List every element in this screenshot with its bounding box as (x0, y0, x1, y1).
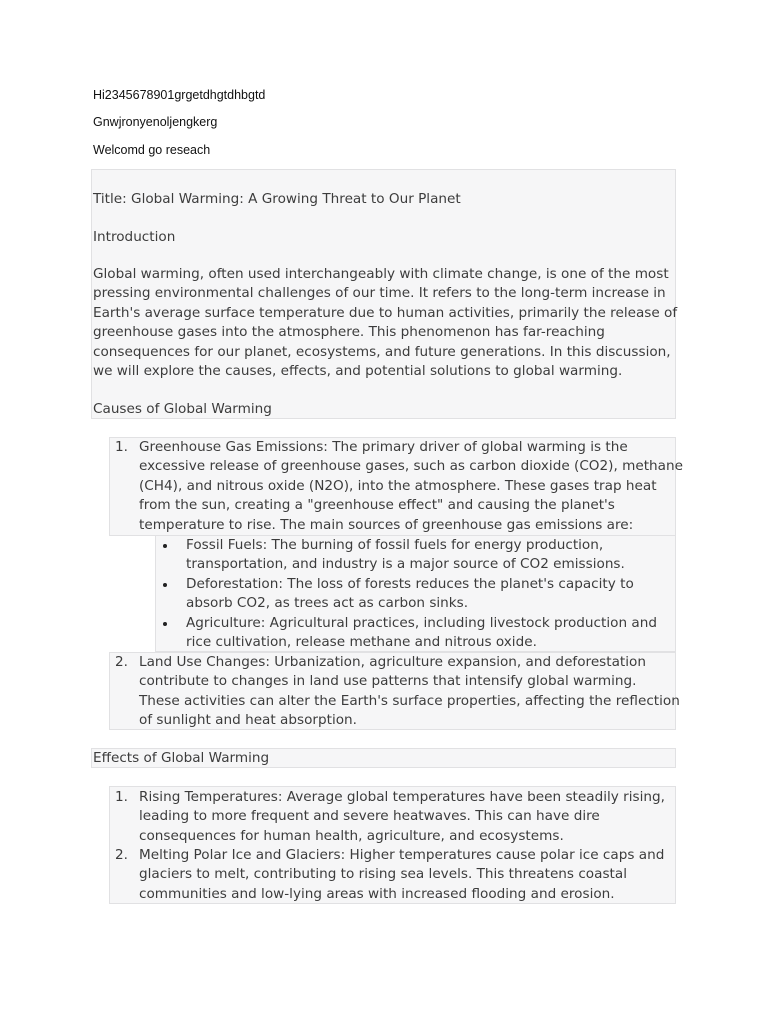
intro-line: Global warming, often used interchangeably with climate change, is one of the most (93, 266, 669, 282)
causes-item-1-text: Greenhouse Gas Emissions: The primary driver of global warming is the excessive release of greenhouse gases, such as carbon dioxide (CO2), methane (CH4), and nitrous oxide (N2O), into the atmosphere. These gases trap heat from the sun, creating a "greenhouse effect" and causing the planet's temperature to rise. The main sources of greenhouse gas emissions are: (139, 439, 683, 533)
intro-line: greenhouse gases into the atmosphere. This phenomenon has far-reaching (93, 324, 605, 341)
list-number: 1. (115, 789, 128, 805)
intro-heading: Introduction (93, 229, 176, 245)
effects-item-1-text: Rising Temperatures: Average global temperatures have been steadily rising, leading to more frequent and severe heatwaves. This can have dire consequences for human health, agriculture, and ecosystems. (139, 789, 665, 844)
header-line-3: Welcomd go reseach (93, 143, 211, 157)
intro-line: Earth's average surface temperature due to human activities, primarily the release of (93, 304, 678, 321)
effects-item-2-text: Melting Polar Ice and Glaciers: Higher temperatures cause polar ice caps and glaciers to melt, contributing to rising sea levels. This threatens coastal communities and low-lying areas with increased flooding and erosion. (139, 847, 665, 902)
article-title: Title: Global Warming: A Growing Threat to Our Planet (93, 191, 461, 207)
sub-item-deforestation: Deforestation: The loss of forests reduces the planet's capacity to absorb CO2, as trees act as carbon sinks. (186, 576, 634, 612)
header-line-2: Gnwjronyenoljengkerg (93, 115, 218, 129)
intro-paragraph (93, 265, 677, 381)
causes-heading: Causes of Global Warming (93, 401, 272, 417)
intro-line: consequences for our planet, ecosystems, and future generations. In this discussion, (93, 343, 671, 360)
causes-item-2-text: Land Use Changes: Urbanization, agriculture expansion, and deforestation contribute to changes in land use patterns that intensify global warming. These activities can alter the Earth's surface properties, affecting the reflection of sunlight and heat absorption. (139, 654, 680, 729)
effects-heading: Effects of Global Warming (93, 750, 270, 766)
sub-item-agriculture: Agriculture: Agricultural practices, including livestock production and rice cultivation, release methane and nitrous oxide. (186, 615, 657, 651)
list-number: 2. (115, 654, 128, 670)
bullet-dot-icon (163, 583, 167, 587)
intro-line: we will explore the causes, effects, and potential solutions to global warming. (93, 363, 623, 380)
sub-item-fossil-fuels: Fossil Fuels: The burning of fossil fuels for energy production, transportation, and industry is a major source of CO2 emissions. (186, 537, 625, 573)
list-number: 1. (115, 439, 128, 455)
header-line-1: Hi2345678901grgetdhgtdhbgtd (93, 88, 266, 102)
bullet-dot-icon (163, 544, 167, 548)
intro-line: pressing environmental challenges of our time. It refers to the long-term increase in (93, 285, 666, 302)
list-number: 2. (115, 847, 128, 863)
bullet-dot-icon (163, 622, 167, 626)
